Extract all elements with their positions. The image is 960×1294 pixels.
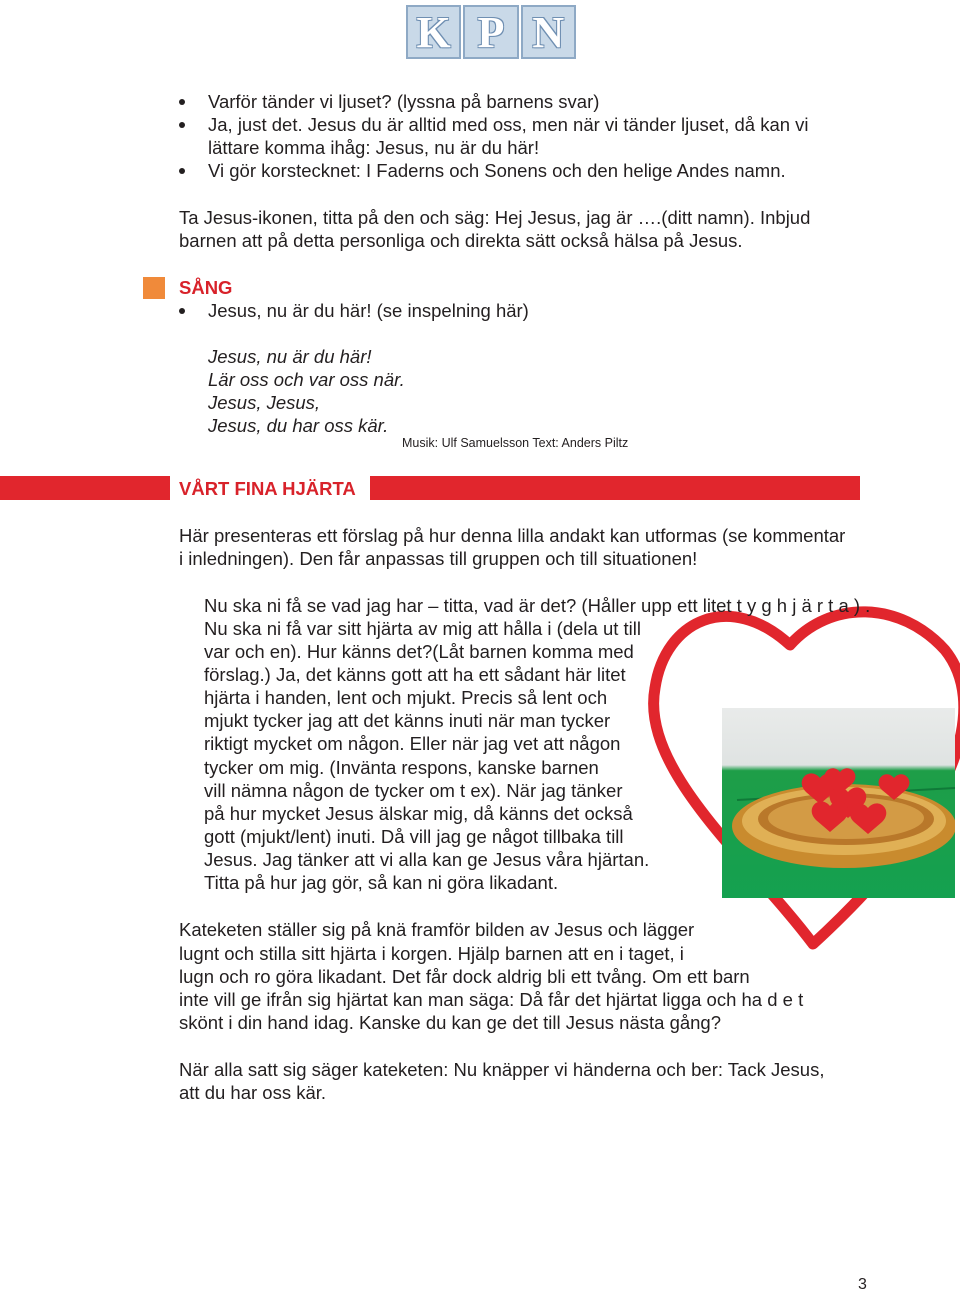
- speech-line: Nu ska ni få var sitt hjärta av mig att hålla i (dela ut till: [204, 618, 641, 639]
- speech-line: gott (mjukt/lent) inuti. Då vill jag ge något tillbaka till: [204, 826, 624, 847]
- speech-line: tycker om mig. (Invänta respons, kanske barnen: [204, 757, 599, 778]
- lyric-line: Jesus, du har oss kär.: [208, 415, 389, 436]
- kateket-line: Kateketen ställer sig på knä framför bilden av Jesus och lägger: [179, 919, 695, 940]
- section-marker-square: [143, 277, 165, 299]
- bowl-with-hearts-photo: [722, 708, 955, 898]
- section-intro-line: i inledningen). Den får anpassas till gruppen och till situationen!: [179, 548, 698, 569]
- kateket-line: inte vill ge ifrån sig hjärtat kan man säga: Då får det hjärtat ligga och ha d e t: [179, 989, 804, 1010]
- speech-line: riktigt mycket om någon. Eller när jag vet att någon: [204, 733, 621, 754]
- speech-line: var och en). Hur känns det?(Låt barnen komma med: [204, 641, 634, 662]
- speech-line: vill nämna någon de tycker om t ex). När jag tänker: [204, 780, 623, 801]
- section-heading-bar: [0, 476, 860, 500]
- speech-line: Titta på hur jag gör, så kan ni göra likadant.: [204, 872, 559, 893]
- ikon-paragraph-line: Ta Jesus-ikonen, titta på den och säg: Hej Jesus, jag är ….(ditt namn). Inbjud: [179, 207, 811, 228]
- kateket-line: skönt i din hand idag. Kanske du kan ge det till Jesus nästa gång?: [179, 1012, 722, 1033]
- kpn-logo: [406, 5, 576, 59]
- speech-line: förslag.) Ja, det känns gott att ha ett sådant här litet: [204, 664, 626, 685]
- closing-line: När alla satt sig säger kateketen: Nu knäpper vi händerna och ber: Tack Jesus,: [179, 1059, 825, 1080]
- lyric-line: Jesus, Jesus,: [208, 392, 321, 413]
- song-credit: Musik: Ulf Samuelsson Text: Anders Piltz: [402, 436, 629, 450]
- closing-line: att du har oss kär.: [179, 1082, 327, 1103]
- page-number: 3: [858, 1276, 867, 1293]
- speech-line: på hur mycket Jesus älskar mig, då känns det också: [204, 803, 633, 824]
- logo-letter-k: K: [406, 5, 461, 59]
- speech-line: Jesus. Jag tänker att vi alla kan ge Jesus våra hjärtan.: [204, 849, 650, 870]
- speech-line: Nu ska ni få se vad jag har – titta, vad är det? (Håller upp ett litet t y g h j ä r t a ) .: [204, 595, 871, 616]
- logo-letter-n: N: [521, 5, 576, 59]
- speech-line: hjärta i handen, lent och mjukt. Precis så lent och: [204, 687, 608, 708]
- lyric-line: Lär oss och var oss när.: [208, 369, 405, 390]
- lyric-line: Jesus, nu är du här!: [208, 346, 372, 367]
- kateket-line: lugn och ro göra likadant. Det får dock aldrig bli ett tvång. Om ett barn: [179, 966, 750, 987]
- sang-heading: SÅNG: [179, 277, 233, 298]
- logo-letter-p: P: [463, 5, 518, 59]
- ikon-paragraph-line: barnen att på detta personliga och direkta sätt också hälsa på Jesus.: [179, 230, 743, 251]
- speech-line: mjukt tycker jag att det känns inuti när man tycker: [204, 710, 611, 731]
- section-heading: VÅRT FINA HJÄRTA: [179, 478, 356, 499]
- section-intro-line: Här presenteras ett förslag på hur denna lilla andakt kan utformas (se kommentar: [179, 525, 846, 546]
- kateket-line: lugnt och stilla sitt hjärta i korgen. Hjälp barnen att en i taget, i: [179, 943, 684, 964]
